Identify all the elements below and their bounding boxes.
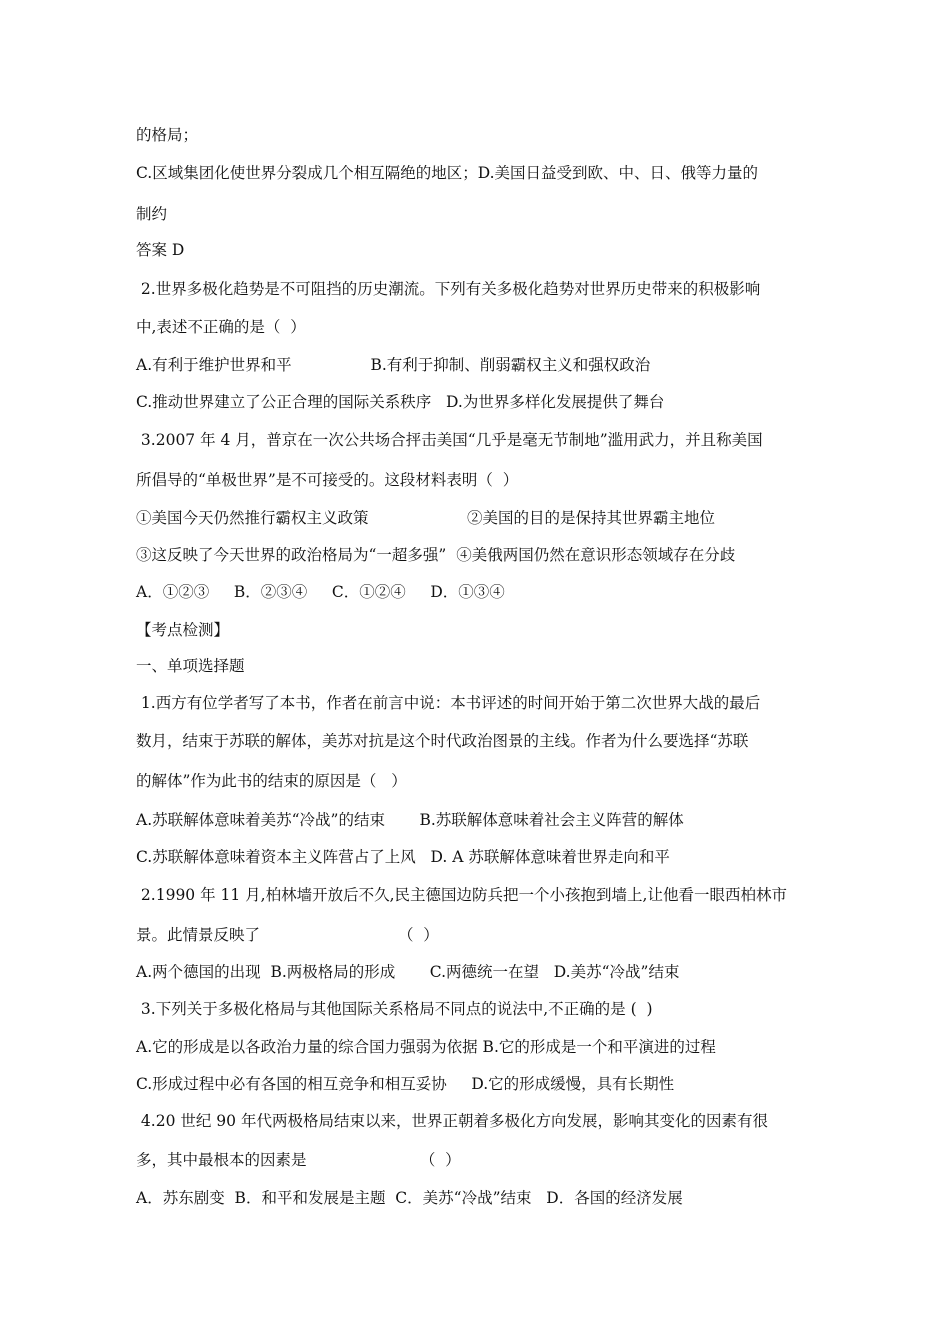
- text-line: 答案 D: [136, 241, 185, 259]
- text-line: C.形成过程中必有各国的相互竞争和相互妥协 D.它的形成缓慢，具有长期性: [136, 1075, 675, 1093]
- text-line: 数月，结束于苏联的解体，美苏对抗是这个时代政治图景的主线。作者为什么要选择“苏联: [136, 732, 749, 750]
- text-line: C.区域集团化使世界分裂成几个相互隔绝的地区；D.美国日益受到欧、中、日、俄等力量的: [136, 164, 759, 182]
- text-line: 1.西方有位学者写了本书，作者在前言中说：本书评述的时间开始于第二次世界大战的最后: [136, 694, 761, 712]
- text-line: 中,表述不正确的是（ ）: [136, 318, 306, 336]
- text-line: C.苏联解体意味着资本主义阵营占了上风 D. A 苏联解体意味着世界走向和平: [136, 848, 670, 866]
- text-line: ③这反映了今天世界的政治格局为“一超多强” ④美俄两国仍然在意识形态领域存在分歧: [136, 546, 736, 564]
- text-line: 的格局；: [136, 126, 199, 144]
- text-line: 4.20 世纪 90 年代两极格局结束以来，世界正朝着多极化方向发展，影响其变化的因素有很: [136, 1112, 768, 1130]
- text-line: A.它的形成是以各政治力量的综合国力强弱为依据 B.它的形成是一个和平演进的过程: [136, 1038, 716, 1056]
- text-line: 2.1990 年 11 月,柏林墙开放后不久,民主德国边防兵把一个小孩抱到墙上,让他看一眼西柏林市: [136, 886, 787, 904]
- text-line: 3.下列关于多极化格局与其他国际关系格局不同点的说法中,不正确的是 ( ): [136, 1000, 653, 1018]
- text-line: 的解体”作为此书的结束的原因是（ ）: [136, 772, 407, 790]
- text-line: ①美国今天仍然推行霸权主义政策 ②美国的目的是保持其世界霸主地位: [136, 509, 716, 527]
- text-line: C.推动世界建立了公正合理的国际关系秩序 D.为世界多样化发展提供了舞台: [136, 393, 665, 411]
- text-line: 2.世界多极化趋势是不可阻挡的历史潮流。下列有关多极化趋势对世界历史带来的积极影响: [136, 280, 761, 298]
- text-line: A.有利于维护世界和平 B.有利于抑制、削弱霸权主义和强权政治: [136, 356, 651, 374]
- text-line: A.苏联解体意味着美苏“冷战”的结束 B.苏联解体意味着社会主义阵营的解体: [136, 811, 684, 829]
- section-heading: 一、单项选择题: [136, 657, 245, 675]
- text-line: A．苏东剧变 B．和平和发展是主题 C．美苏“冷战”结束 D．各国的经济发展: [136, 1189, 683, 1207]
- text-line: 景。此情景反映了 （ ）: [136, 926, 439, 944]
- text-line: A.两个德国的出现 B.两极格局的形成 C.两德统一在望 D.美苏“冷战”结束: [136, 963, 680, 981]
- text-line: 所倡导的“单极世界”是不可接受的。这段材料表明（ ）: [136, 471, 519, 489]
- section-heading: 【考点检测】: [136, 621, 230, 639]
- text-line: 3.2007 年 4 月，普京在一次公共场合抨击美国“几乎是毫无节制地”滥用武力，并且称美国: [136, 431, 763, 449]
- text-line: 多，其中最根本的因素是 （ ）: [136, 1151, 461, 1169]
- text-line: A．①②③ B．②③④ C．①②④ D．①③④: [136, 583, 505, 601]
- text-line: 制约: [136, 205, 168, 223]
